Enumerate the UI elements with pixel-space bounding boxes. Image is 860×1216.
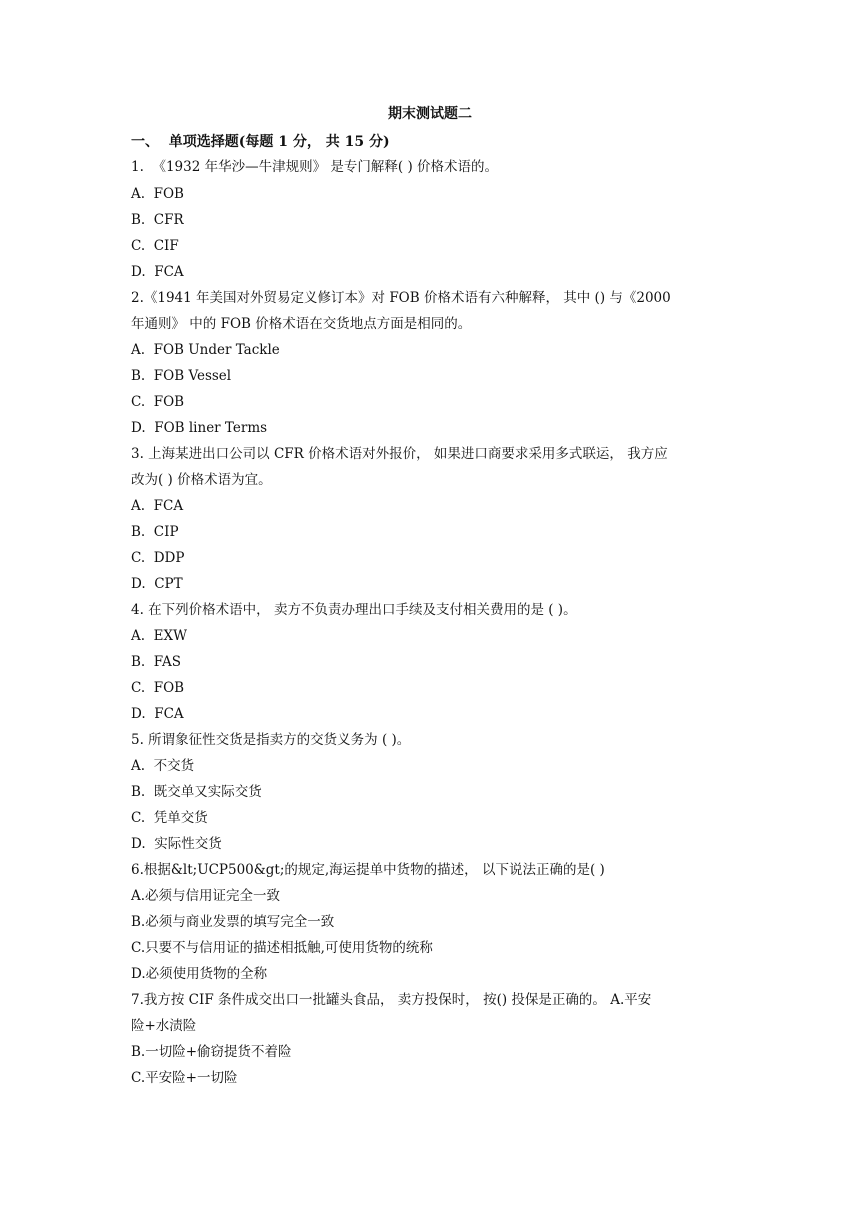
option-line: B. CIP <box>131 524 179 540</box>
question-line: 3. 上海某进出口公司以 CFR 价格术语对外报价， 如果进口商要求采用多式联运， 我方应 <box>131 446 668 462</box>
section-heading: 一、 单项选择题(每题 1 分， 共 15 分) <box>131 134 390 150</box>
option-line: D. FCA <box>131 264 184 280</box>
option-line: C.只要不与信用证的描述相抵触,可使用货物的统称 <box>131 940 433 956</box>
question-line: 险+水渍险 <box>131 1018 197 1034</box>
option-line: C. DDP <box>131 550 185 566</box>
option-line: A.必须与信用证完全一致 <box>131 888 281 904</box>
question-line: 4. 在下列价格术语中， 卖方不负责办理出口手续及支付相关费用的是 ( )。 <box>131 602 577 618</box>
option-line: D. FOB liner Terms <box>131 420 268 436</box>
option-line: B. 既交单又实际交货 <box>131 784 262 800</box>
option-line: A. FOB <box>131 186 184 202</box>
option-line: B.一切险+偷窃提货不着险 <box>131 1044 292 1060</box>
option-line: D. 实际性交货 <box>131 836 222 852</box>
question-line: 改为( ) 价格术语为宜。 <box>131 472 272 488</box>
question-line: 年通则》 中的 FOB 价格术语在交货地点方面是相同的。 <box>131 316 472 332</box>
option-line: B. FOB Vessel <box>131 368 232 384</box>
option-line: D. CPT <box>131 576 183 592</box>
option-line: D.必须使用货物的全称 <box>131 966 268 982</box>
question-line: 7.我方按 CIF 条件成交出口一批罐头食品， 卖方投保时， 按() 投保是正确的。 A.平安 <box>131 992 652 1008</box>
option-line: B.必须与商业发票的填写完全一致 <box>131 914 335 930</box>
option-line: A. EXW <box>131 628 187 644</box>
question-line: 1. 《1932 年华沙—牛津规则》 是专门解释( ) 价格术语的。 <box>131 159 499 175</box>
page-title: 期末测试题二 <box>388 106 472 122</box>
option-line: A. FOB Under Tackle <box>131 342 280 358</box>
question-line: 2.《1941 年美国对外贸易定义修订本》对 FOB 价格术语有六种解释， 其中 () 与《2000 <box>131 290 671 306</box>
option-line: B. CFR <box>131 212 184 228</box>
option-line: C. 凭单交货 <box>131 810 208 826</box>
option-line: C. FOB <box>131 680 185 696</box>
option-line: D. FCA <box>131 706 184 722</box>
option-line: C. FOB <box>131 394 185 410</box>
option-line: A. 不交货 <box>131 758 195 774</box>
option-line: C. CIF <box>131 238 179 254</box>
question-line: 5. 所谓象征性交货是指卖方的交货义务为 ( )。 <box>131 732 411 748</box>
question-line: 6.根据&lt;UCP500&gt;的规定,海运提单中货物的描述， 以下说法正确的是( ) <box>131 862 605 878</box>
option-line: B. FAS <box>131 654 181 670</box>
option-line: C.平安险+一切险 <box>131 1070 238 1086</box>
option-line: A. FCA <box>131 498 184 514</box>
